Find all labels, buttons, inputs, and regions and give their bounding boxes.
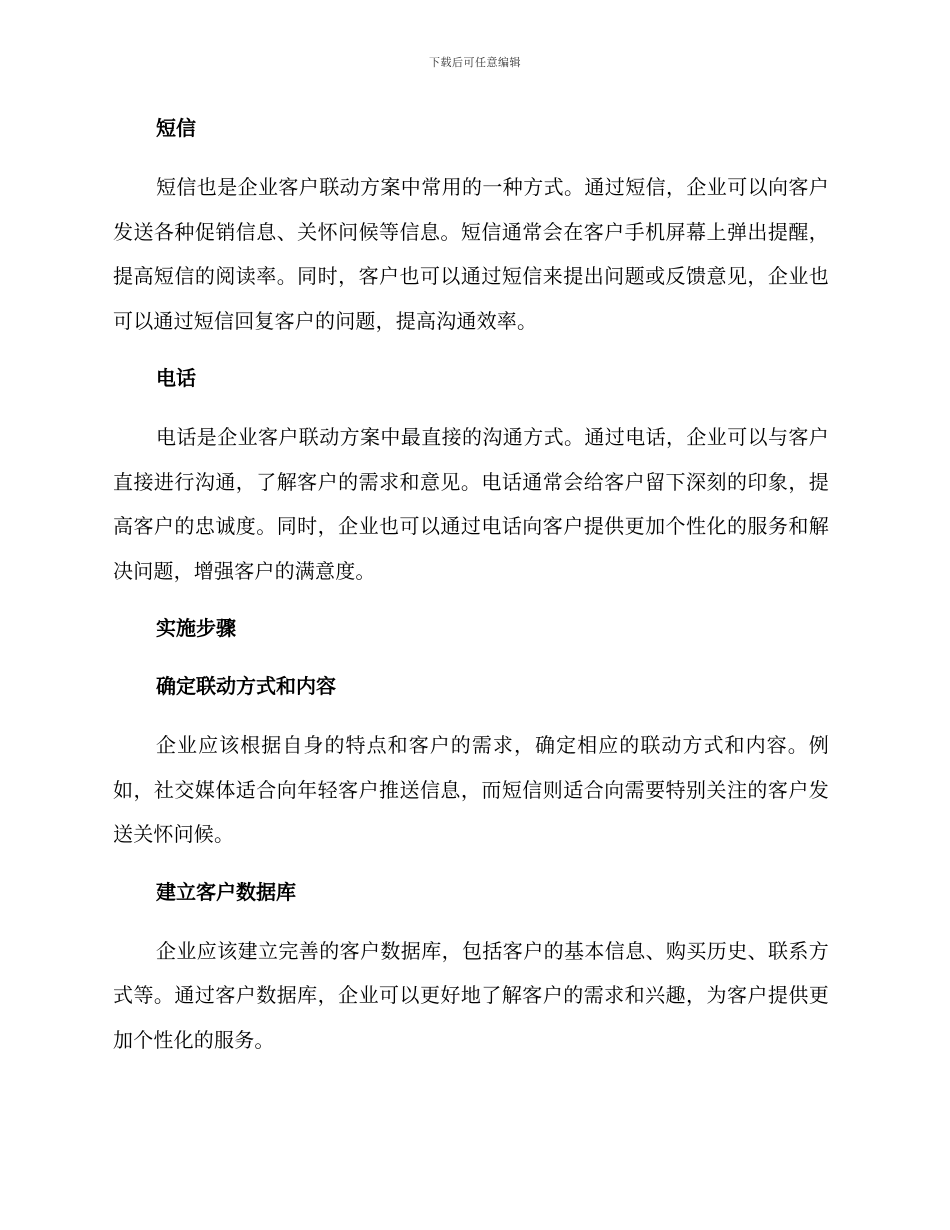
section-body-phone: 电话是企业客户联动方案中最直接的沟通方式。通过电话，企业可以与客户直接进行沟通，了解客户的需求和意见。电话通常会给客户留下深刻的印象，提高客户的忠诚度。同时，企业也可以通过电话向客户提供更加个性化的服务和解决问题，增强客户的满意度。: [113, 425, 829, 583]
section-heading-steps: 实施步骤: [156, 616, 236, 640]
section-heading-determine: 确定联动方式和内容: [156, 674, 336, 698]
page-header: 下载后可任意编辑: [429, 56, 521, 69]
section-body-determine: 企业应该根据自身的特点和客户的需求，确定相应的联动方式和内容。例如，社交媒体适合向年轻客户推送信息，而短信则适合向需要特别关注的客户发送关怀问候。: [113, 733, 829, 846]
section-body-database: 企业应该建立完善的客户数据库，包括客户的基本信息、购买历史、联系方式等。通过客户数据库，企业可以更好地了解客户的需求和兴趣，为客户提供更加个性化的服务。: [113, 938, 829, 1052]
section-heading-phone: 电话: [156, 366, 196, 390]
section-body-sms: 短信也是企业客户联动方案中常用的一种方式。通过短信，企业可以向客户发送各种促销信息、关怀问候等信息。短信通常会在客户手机屏幕上弹出提醒，提高短信的阅读率。同时，客户也可以通过短信来提出问题或反馈意见，企业也可以通过短信回复客户的问题，提高沟通效率。: [113, 175, 829, 333]
document-content: [113, 113, 829, 1062]
section-heading-database: 建立客户数据库: [156, 879, 296, 904]
section-heading-sms: 短信: [156, 116, 196, 140]
